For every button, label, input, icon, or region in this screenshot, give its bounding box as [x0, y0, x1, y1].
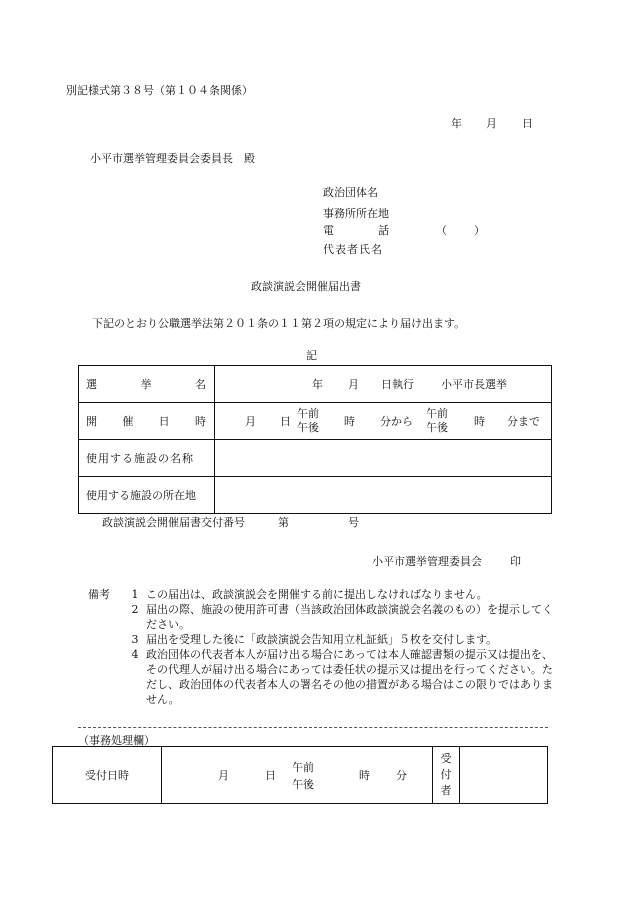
issue-number-dai: 第	[278, 516, 289, 529]
office-use-row	[53, 747, 548, 804]
note-item: 3 届出を受理した後に「政談演説会告知用立札証紙」５枚を交付します。	[131, 633, 498, 646]
election-row	[79, 366, 552, 403]
date-year: 年	[451, 117, 462, 130]
election-name-value-cell[interactable]	[215, 366, 552, 403]
election-day: 日執行	[381, 378, 414, 391]
office-use-label: （事務処理欄）	[78, 734, 155, 747]
facility-name-row	[79, 440, 552, 477]
date-time-row	[79, 403, 552, 440]
note-item: 4 政治団体の代表者本人が届け出る場合にあっては本人確認書類の提示又は提出を、その代理人が届け出る場合にあっては委任状の提示又は提出を行ってください。ただし、政治団体の代表者本人の署名その他の措置がある場合はこの限りではありません。	[131, 648, 553, 706]
received-hour: 時	[359, 769, 370, 782]
representative-name-label: 代表者氏名	[323, 243, 383, 256]
election-name: 小平市長選挙	[441, 378, 507, 391]
event-month: 月	[245, 415, 256, 428]
receiver-label: 受 付 者	[433, 747, 460, 804]
phone-label-1: 電	[323, 224, 334, 237]
end-am-pm: 午前 午後	[426, 407, 448, 434]
note-item: 2 届出の際、施設の使用許可書（当該政治団体政談演説会名義のもの）を提示してください。	[131, 603, 553, 631]
start-am-pm: 午前 午後	[297, 407, 319, 434]
received-date-value-cell[interactable]	[162, 747, 433, 804]
election-month: 月	[348, 378, 359, 391]
election-name-label-cell: 選 挙 名	[79, 366, 215, 403]
start-from: 分から	[380, 415, 413, 428]
received-am-pm: 午前 午後	[292, 761, 314, 792]
form-number: 別記様式第３８号（第１０４条関係）	[66, 84, 253, 97]
date-day: 日	[522, 117, 533, 130]
phone-paren-close: ）	[474, 224, 485, 237]
end-until: 分まで	[507, 415, 540, 428]
received-date-label: 受付日時	[53, 747, 162, 804]
seal-mark: 印	[510, 555, 521, 568]
org-name-label: 政治団体名	[323, 186, 378, 199]
ki-heading: 記	[306, 349, 317, 362]
date-month: 月	[486, 117, 497, 130]
event-details-table	[78, 365, 552, 514]
event-day: 日	[280, 415, 291, 428]
start-hour: 時	[344, 415, 355, 428]
received-month: 月	[218, 769, 229, 782]
facility-name-value-cell[interactable]	[215, 440, 552, 477]
office-use-table	[52, 746, 548, 804]
notes-section	[88, 587, 558, 707]
cut-line-divider	[78, 727, 548, 728]
issue-number-label: 政談演説会開催届書交付番号	[102, 516, 245, 529]
committee-name: 小平市選挙管理委員会	[372, 555, 482, 568]
received-minute: 分	[396, 769, 407, 782]
facility-address-value-cell[interactable]	[215, 477, 552, 514]
date-time-value-cell[interactable]	[215, 403, 552, 440]
facility-address-row	[79, 477, 552, 514]
note-item: 備考 1 この届出は、政談演説会を開催する前に提出しなければなりません。	[88, 588, 488, 601]
phone-paren-open: （	[436, 224, 447, 237]
end-hour: 時	[474, 415, 485, 428]
receiver-value-cell[interactable]	[460, 747, 548, 804]
document-title: 政談演説会開催届出書	[251, 280, 361, 293]
notes-heading: 備考	[88, 588, 110, 601]
facility-address-label: 使用する施設の所在地	[79, 477, 215, 514]
received-day: 日	[265, 769, 276, 782]
facility-name-label: 使用する施設の名称	[79, 440, 215, 477]
addressee: 小平市選挙管理委員会委員長 殿	[90, 152, 255, 165]
intro-sentence: 下記のとおり公職選挙法第２０１条の１１第２項の規定により届け出ます。	[92, 317, 466, 330]
issue-number-go: 号	[348, 516, 359, 529]
election-year: 年	[312, 378, 323, 391]
office-address-label: 事務所所在地	[323, 207, 389, 220]
date-time-label-cell: 開 催 日 時	[79, 403, 215, 440]
phone-label-2: 話	[378, 224, 389, 237]
